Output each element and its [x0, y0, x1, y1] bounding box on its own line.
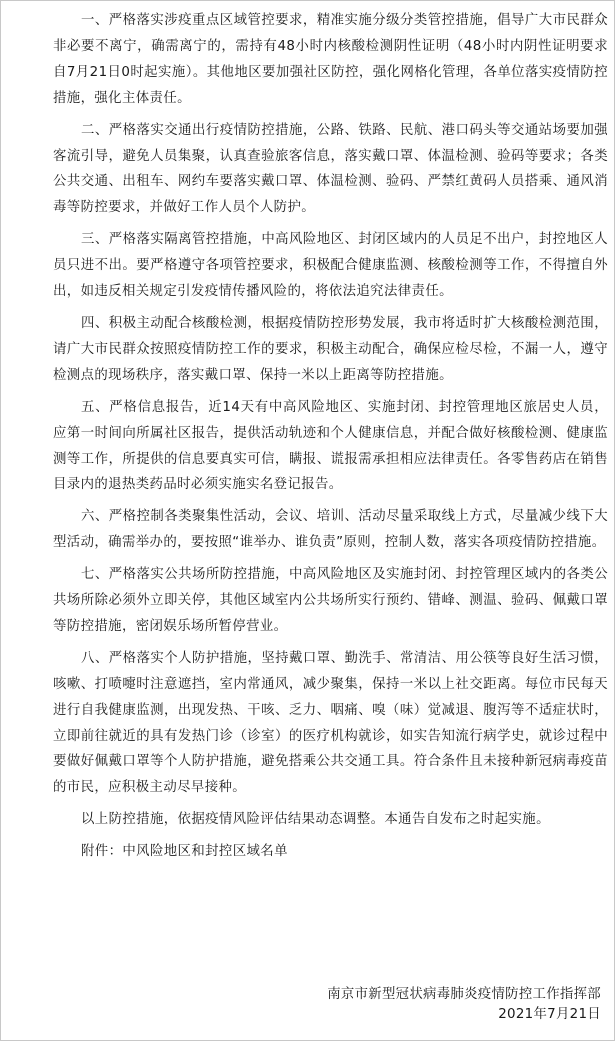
issuer-name: 南京市新型冠状病毒肺炎疫情防控工作指挥部: [327, 987, 601, 1002]
paragraph-isolation-control: 三、严格落实隔离管控措施，中高风险地区、封闭区域内的人员足不出户，封控地区人员只进不出。要严格遵守各项管控要求，积极配合健康监测、核酸检测等工作，不得擅自外出，如违反相关规定引发疫情传播风险的，将依法追究法律责任。: [53, 232, 608, 300]
notice-body: [53, 8, 608, 865]
paragraph-attachment: 附件：中风险地区和封控区域名单: [81, 844, 288, 860]
paragraph-transport-measures: 二、严格落实交通出行疫情防控措施，公路、铁路、民航、港口码头等交通站场要加强客流引导，避免人员集聚，认真查验旅客信息，落实戴口罩、体温检测、验码等要求；各类公共交通、出租车、网约车要落实戴口罩、体温检测、验码、严禁红黄码人员搭乘、通风消毒等防控要求，并做好工作人员个人防护。: [53, 122, 608, 216]
signature-block: [327, 985, 601, 1024]
paragraph-nucleic-acid-testing: 四、积极主动配合核酸检测，根据疫情防控形势发展，我市将适时扩大核酸检测范围，请广大市民群众按照疫情防控工作的要求，积极主动配合，确保应检尽检，不漏一人，遵守检测点的现场秩序，落实戴口罩、保持一米以上距离等防控措施。: [53, 315, 608, 383]
paragraph-lockdown-control: 一、严格落实涉疫重点区域管控要求，精准实施分级分类管控措施，倡导广大市民群众非必要不离宁，确需离宁的，需持有48小时内核酸检测阴性证明（48小时内阴性证明要求自7月21日0时起实施）。其他地区要加强社区防控，强化网格化管理，各单位落实疫情防控措施，强化主体责任。: [53, 13, 608, 106]
paragraph-personal-protection: 八、严格落实个人防护措施，坚持戴口罩、勤洗手、常清洁、用公筷等良好生活习惯，咳嗽、打喷嚏时注意遮挡，室内常通风，减少聚集，保持一米以上社交距离。每位市民每天进行自我健康监测，出现发热、干咳、乏力、咽痛、嗅（味）觉减退、腹泻等不适症状时，立即前往就近的具有发热门诊（诊室）的医疗机构就诊，如实告知流行病学史，就诊过程中要做好佩戴口罩等个人防护措施，避免搭乘公共交通工具。符合条件且未接种新冠病毒疫苗的市民，应积极主动尽早接种。: [53, 650, 608, 796]
issue-date: 2021年7月21日: [498, 1006, 601, 1022]
paragraph-information-reporting: 五、严格信息报告，近14天有中高风险地区、实施封闭、封控管理地区旅居史人员，应第一时间向所属社区报告，提供活动轨迹和个人健康信息，并配合做好核酸检测、健康监测等工作，所提供的信息要真实可信，瞒报、谎报需承担相应法律责任。各零售药店在销售目录内的退热类药品时必须实施实名登记报告。: [53, 399, 608, 493]
paragraph-gathering-control: 六、严格控制各类聚集性活动，会议、培训、活动尽量采取线上方式，尽量减少线下大型活动，确需举办的，要按照“谁举办、谁负责”原则，控制人数，落实各项疫情防控措施。: [53, 509, 608, 551]
paragraph-dynamic-adjustment: 以上防控措施，依据疫情风险评估结果动态调整。本通告自发布之时起实施。: [81, 812, 550, 828]
paragraph-public-places: 七、严格落实公共场所防控措施，中高风险地区及实施封闭、封控管理区域内的各类公共场所除必须外立即关停，其他区域室内公共场所实行预约、错峰、测温、验码、佩戴口罩等防控措施，密闭娱乐场所暂停营业。: [53, 567, 608, 634]
